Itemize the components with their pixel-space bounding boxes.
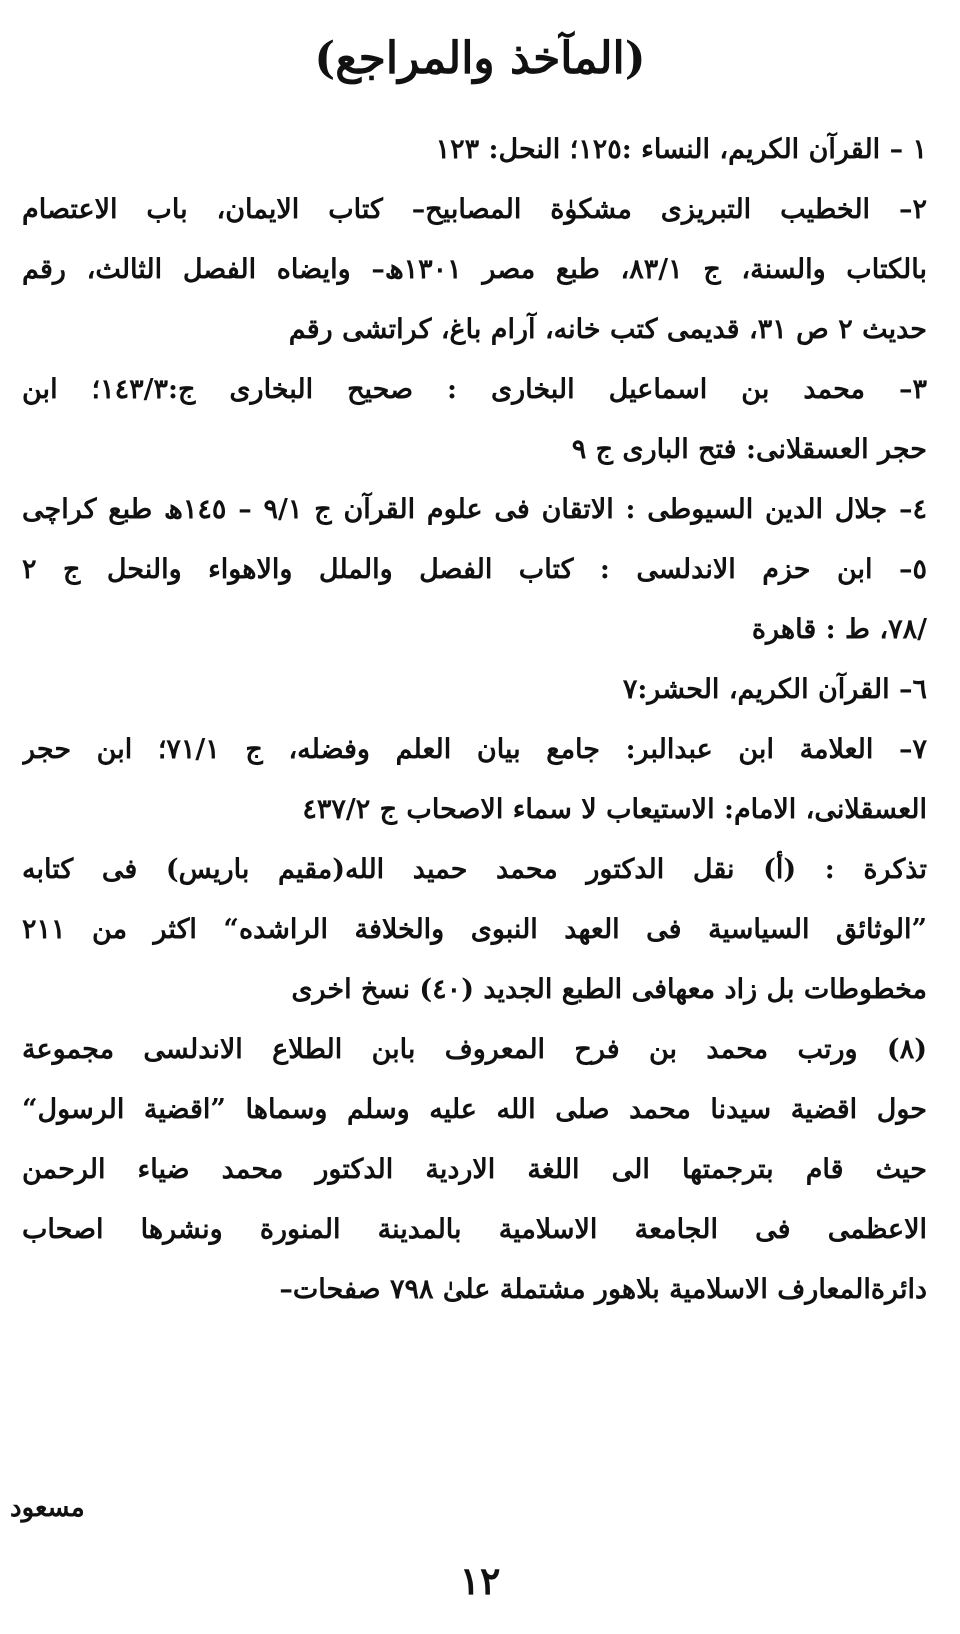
reference-line: تذكرة : (أ) نقل الدكتور محمد حميد الله(مقيم باريس) فى كتابه [22, 854, 927, 885]
reference-line: ٥– ابن حزم الاندلسى : كتاب الفصل والملل والاهواء والنحل ج ٢ [22, 554, 927, 585]
reference-line: ١ – القرآن الكريم، النساء :١٢٥؛ النحل: ١٢٣ [435, 134, 927, 165]
reference-line: ٤– جلال الدين السيوطى : الاتقان فى علوم القرآن ج ٩/١ – ١٤٥ھ طبع كراچى [22, 494, 927, 525]
page-title: (المآخذ والمراجع) [314, 33, 646, 84]
references-body [22, 120, 927, 1320]
signature: مسعود [10, 1493, 85, 1523]
reference-line: /٧٨، ط : قاهرة [751, 614, 927, 645]
reference-line: حيث قام بترجمتها الى اللغة الاردية الدكتور محمد ضياء الرحمن [22, 1154, 927, 1185]
reference-line: ٦– القرآن الكريم، الحشر:٧ [622, 674, 927, 705]
reference-line: (٨) ورتب محمد بن فرح المعروف بابن الطلاع الاندلسى مجموعة [22, 1034, 927, 1065]
reference-line: دائرةالمعارف الاسلامية بلاهور مشتملة علىٰ ٧٩٨ صفحات– [279, 1274, 927, 1305]
reference-line: حجر العسقلانى: فتح البارى ج ٩ [571, 434, 927, 465]
reference-line: ٣– محمد بن اسماعيل البخارى : صحيح البخارى ج:١٤٣/٣؛ ابن [22, 374, 927, 405]
reference-line: الاعظمى فى الجامعة الاسلامية بالمدينة المنورة ونشرها اصحاب [22, 1214, 927, 1245]
reference-line: ٧– العلامة ابن عبدالبر: جامع بيان العلم وفضله، ج ٧١/١؛ ابن حجر [22, 734, 927, 765]
page-number: ۱۲ [459, 1558, 501, 1603]
reference-line: ”الوثائق السياسية فى العهد النبوى والخلافة الراشده“ اكثر من ٢١١ [22, 914, 927, 945]
reference-line: حديث ٢ ص ٣١، قديمى كتب خانه، آرام باغ، كراتشى رقم [288, 314, 927, 345]
reference-line: مخطوطات بل زاد معهافى الطبع الجديد (٤٠) نسخ اخرى [291, 974, 927, 1005]
reference-line: بالكتاب والسنة، ج ٨٣/١، طبع مصر ١٣٠١ھ– وايضاه الفصل الثالث، رقم [22, 254, 927, 285]
reference-line: ٢– الخطيب التبريزى مشكوٰة المصابيح– كتاب الايمان، باب الاعتصام [22, 194, 927, 225]
reference-line: العسقلانى، الامام: الاستيعاب لا سماء الاصحاب ج ٤٣٧/٢ [302, 794, 927, 825]
reference-line: حول اقضية سيدنا محمد صلى الله عليه وسلم وسماها ”اقضية الرسول“ [22, 1094, 927, 1125]
